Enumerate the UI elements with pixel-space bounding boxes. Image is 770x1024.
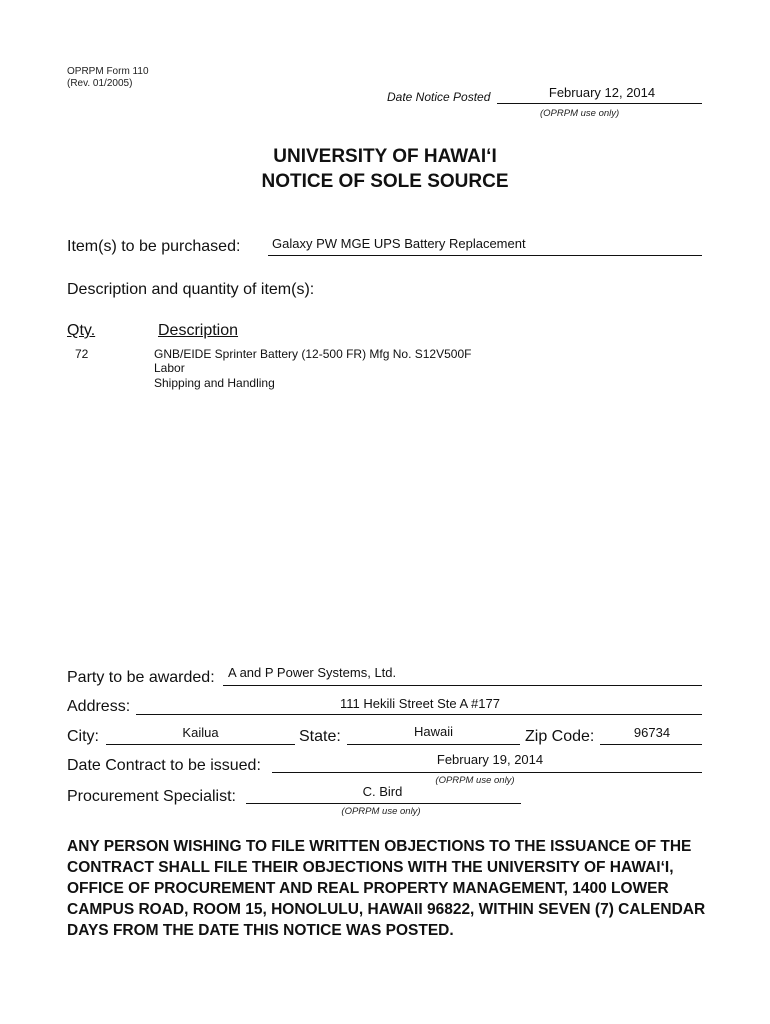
item-description: GNB/EIDE Sprinter Battery (12-500 FR) Mfg No. S12V500F bbox=[154, 347, 472, 361]
items-label: Item(s) to be purchased: bbox=[67, 238, 241, 255]
date-posted-underline bbox=[497, 103, 702, 104]
state-label: State: bbox=[299, 728, 341, 745]
contract-date-label: Date Contract to be issued: bbox=[67, 757, 261, 774]
contract-date-underline bbox=[272, 772, 702, 773]
contract-date-note: (OPRPM use only) bbox=[435, 775, 515, 786]
specialist-value[interactable]: C. Bird bbox=[362, 784, 403, 799]
items-underline bbox=[268, 255, 702, 256]
city-value[interactable]: Kailua bbox=[182, 725, 219, 740]
state-value[interactable]: Hawaii bbox=[413, 724, 453, 739]
specialist-label: Procurement Specialist: bbox=[67, 788, 236, 805]
address-value[interactable]: 111 Hekili Street Ste A #177 bbox=[340, 696, 500, 711]
specialist-note: (OPRPM use only) bbox=[341, 806, 421, 817]
zip-underline bbox=[600, 744, 702, 745]
description-header: Description bbox=[158, 322, 239, 339]
items-value[interactable]: Galaxy PW MGE UPS Battery Replacement bbox=[272, 236, 526, 251]
address-label: Address: bbox=[67, 698, 131, 715]
party-value[interactable]: A and P Power Systems, Ltd. bbox=[228, 665, 397, 680]
form-number: OPRPM Form 110 bbox=[67, 66, 149, 77]
date-posted-note: (OPRPM use only) bbox=[540, 108, 620, 119]
item-description: Shipping and Handling bbox=[154, 376, 275, 390]
qty-header: Qty. bbox=[67, 322, 96, 339]
address-underline bbox=[136, 714, 702, 715]
description-heading: Description and quantity of item(s): bbox=[67, 281, 315, 298]
zip-value[interactable]: 96734 bbox=[633, 725, 671, 740]
page-subtitle: NOTICE OF SOLE SOURCE bbox=[261, 171, 509, 192]
date-posted-label: Date Notice Posted bbox=[387, 90, 491, 104]
item-qty: 72 bbox=[75, 347, 89, 361]
item-description: Labor bbox=[154, 361, 185, 375]
party-underline bbox=[223, 685, 702, 686]
zip-label: Zip Code: bbox=[525, 728, 595, 745]
date-posted-value[interactable]: February 12, 2014 bbox=[548, 85, 656, 100]
city-label: City: bbox=[67, 728, 99, 745]
form-revision: (Rev. 01/2005) bbox=[67, 78, 133, 89]
party-label: Party to be awarded: bbox=[67, 669, 215, 686]
objection-notice: ANY PERSON WISHING TO FILE WRITTEN OBJECTIONS TO THE ISSUANCE OF THE CONTRACT SHALL FILE THEIR OBJECTIONS WITH THE UNIVERSITY OF HAWAI‘I, OFFICE OF PROCUREMENT AND REAL PROPERTY MANAGEMENT, 1400 LOWER CAMPUS ROAD, ROOM 15, HONOLULU, HAWAII 96822, WITHIN SEVEN (7) CALENDAR DAYS FROM THE DATE THIS NOTICE WAS POSTED. bbox=[67, 838, 706, 939]
page-title: UNIVERSITY OF HAWAI‘I bbox=[273, 146, 497, 167]
state-underline bbox=[347, 744, 520, 745]
contract-date-value[interactable]: February 19, 2014 bbox=[436, 752, 544, 767]
city-underline bbox=[106, 744, 295, 745]
specialist-underline bbox=[246, 803, 521, 804]
